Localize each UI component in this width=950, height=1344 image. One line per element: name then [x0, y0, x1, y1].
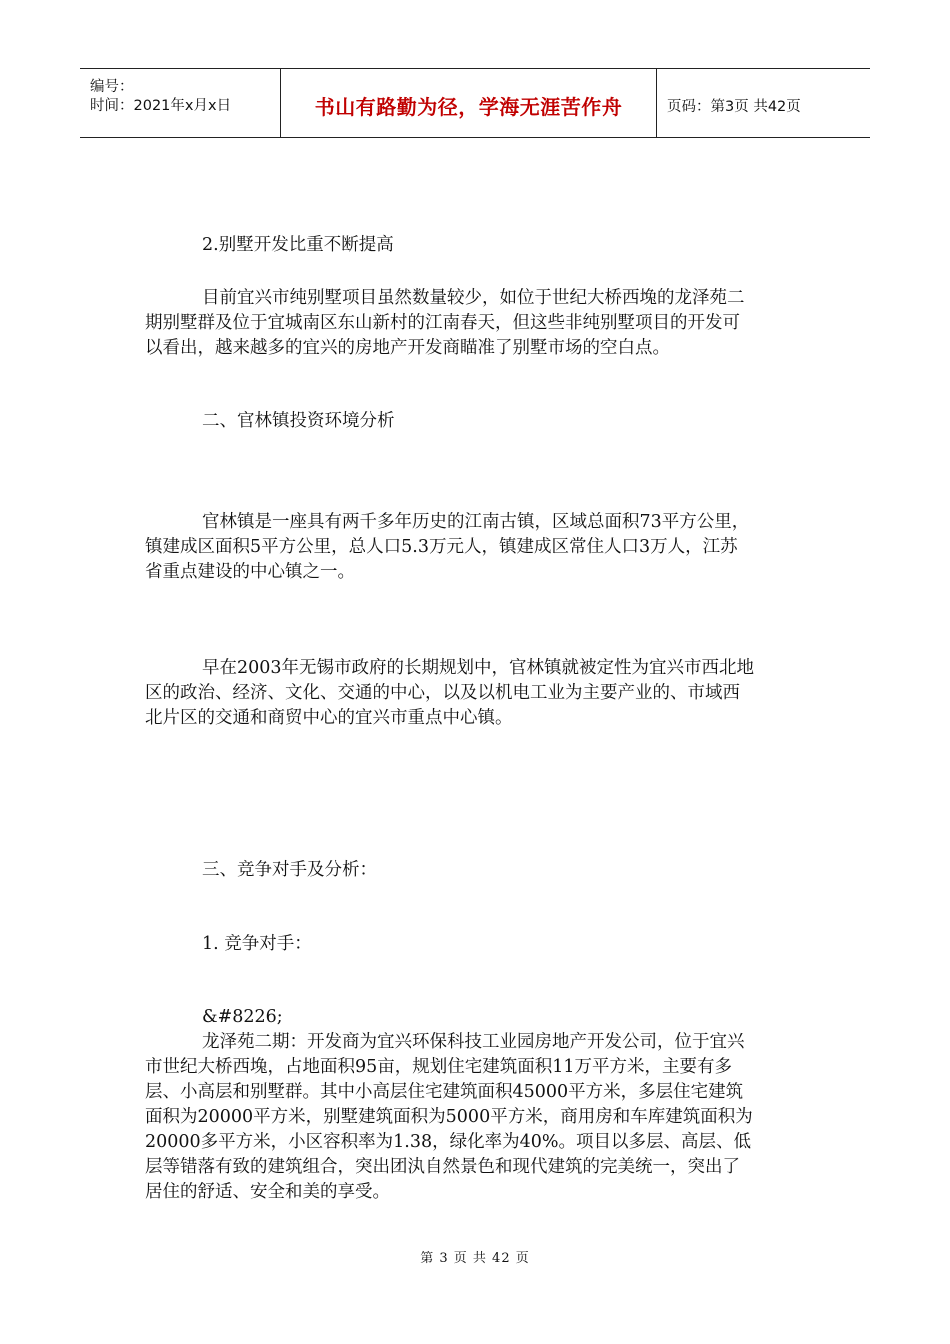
paragraph — [145, 286, 805, 361]
page-header — [80, 68, 870, 138]
paragraph-line: 市世纪大桥西堍，占地面积95亩，规划住宅建筑面积11万平方米，主要有多 — [145, 1057, 733, 1077]
paragraph-line: 官林镇是一座具有两千多年历史的江南古镇，区域总面积73平方公里， — [202, 512, 750, 532]
document-time-label: 时间：2021年x月x日 — [90, 98, 232, 114]
section-heading: 三、竞争对手及分析： — [202, 860, 377, 880]
subsection-heading: 1. 竞争对手： — [202, 934, 312, 954]
entity-code-text: &#8226; — [202, 1007, 283, 1027]
document-number-label: 编号： — [90, 79, 134, 95]
section-heading: 2.别墅开发比重不断提高 — [202, 235, 394, 255]
header-page-cell — [655, 69, 870, 137]
page-footer — [0, 1247, 950, 1266]
header-meta — [80, 69, 280, 137]
paragraph-line: 省重点建设的中心镇之一。 — [145, 562, 355, 582]
motto-text: 书山有路勤为径，学海无涯苦作舟 — [314, 95, 623, 119]
paragraph-line: 20000多平方米，小区容积率为1.38，绿化率为40%。项目以多层、高层、低 — [145, 1132, 752, 1152]
paragraph-line: 面积为20000平方米，别墅建筑面积为5000平方米，商用房和车库建筑面积为 — [145, 1107, 753, 1127]
paragraph-line: 居住的舒适、安全和美的享受。 — [145, 1182, 390, 1202]
paragraph-line: 区的政治、经济、文化、交通的中心，以及以机电工业为主要产业的、市域西 — [145, 683, 740, 703]
header-motto-cell — [280, 69, 657, 137]
paragraph — [145, 656, 805, 731]
section-heading: 二、官林镇投资环境分析 — [202, 411, 395, 431]
header-page-info: 页码：第3页 共42页 — [667, 99, 801, 115]
paragraph-line: 层等错落有致的建筑组合，突出团汍自然景色和现代建筑的完美统一，突出了 — [145, 1157, 740, 1177]
paragraph-line: 早在2003年无锡市政府的长期规划中，官林镇就被定性为宜兴市西北地 — [202, 658, 755, 678]
paragraph-line: 以看出，越来越多的宜兴的房地产开发商瞄准了别墅市场的空白点。 — [145, 338, 670, 358]
paragraph — [145, 510, 805, 585]
paragraph-line: 层、小高层和别墅群。其中小高层住宅建筑面积45000平方米，多层住宅建筑 — [145, 1082, 744, 1102]
footer-page-number: 第 3 页 共 42 页 — [420, 1251, 530, 1266]
paragraph-line: 镇建成区面积5平方公里，总人口5.3万元人，镇建成区常住人口3万人，江苏 — [145, 537, 738, 557]
paragraph-line: 期别墅群及位于宜城南区东山新村的江南春天，但这些非纯别墅项目的开发可 — [145, 313, 740, 333]
paragraph-line: 目前宜兴市纯别墅项目虽然数量较少，如位于世纪大桥西堍的龙泽苑二 — [202, 288, 745, 308]
paragraph-line: 龙泽苑二期：开发商为宜兴环保科技工业园房地产开发公司，位于宜兴 — [202, 1032, 745, 1052]
paragraph — [145, 1030, 805, 1205]
paragraph-line: 北片区的交通和商贸中心的宜兴市重点中心镇。 — [145, 708, 513, 728]
